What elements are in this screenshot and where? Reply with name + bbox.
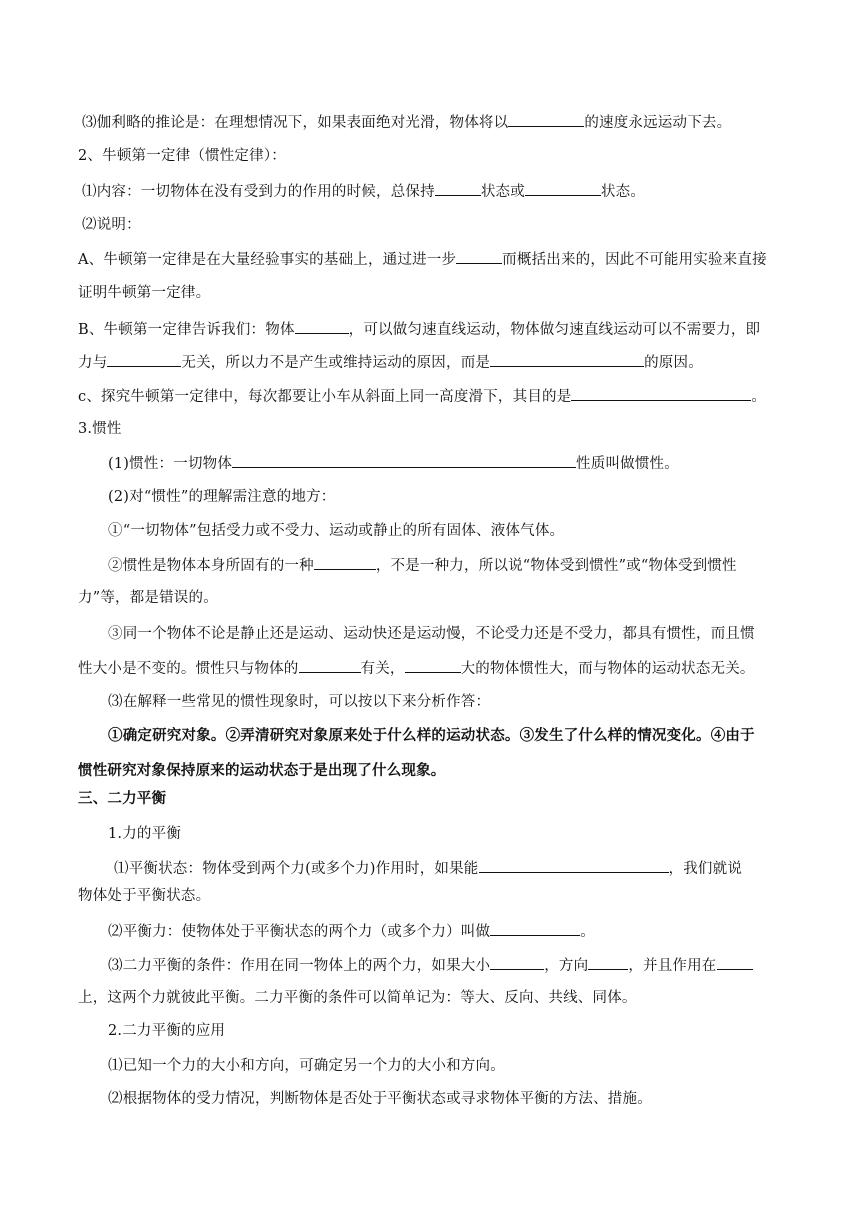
text-segment: (1)惯性：一切物体 <box>108 456 233 472</box>
text-line: ⑴已知一个力的大小和方向，可确定另一个力的大小和方向。 <box>108 1058 505 1074</box>
fill-in-blank <box>456 249 502 264</box>
fill-in-blank <box>717 955 753 970</box>
text-segment: ，不是一种力，所以说“物体受到惯性”或“物体受到惯性 <box>375 558 737 574</box>
text-segment: ⑴内容：一切物体在没有受到力的作用的时候，总保持 <box>82 184 435 200</box>
text-line <box>108 955 753 976</box>
text-segment: ⑶二力平衡的条件：作用在同一物体上的两个力，如果大小 <box>108 958 491 974</box>
subsection-heading: 1.力的平衡 <box>108 826 182 842</box>
text-segment: B、牛顿第一定律告诉我们：物体 <box>78 322 295 338</box>
fill-in-blank <box>314 555 376 570</box>
text-line: 上，这两个力就彼此平衡。二力平衡的条件可以简单记为：等大、反向、共线、同体。 <box>78 990 637 1006</box>
text-segment: 力与 <box>78 355 108 371</box>
fill-in-blank <box>435 181 481 196</box>
section-heading: 三、二力平衡 <box>78 790 167 807</box>
text-line: 力”等，都是错误的。 <box>78 590 218 606</box>
text-line: ①“一切物体”包括受力或不受力、运动或静止的所有固体、液体气体。 <box>108 523 565 539</box>
fill-in-blank <box>107 352 181 367</box>
text-segment: ，我们就说 <box>668 861 743 877</box>
text-line <box>108 453 679 474</box>
text-segment: 的原因。 <box>644 355 703 371</box>
text-line <box>108 555 737 576</box>
text-segment: 的速度永远运动下去。 <box>584 115 732 131</box>
text-line <box>78 319 760 340</box>
text-line <box>78 658 755 679</box>
text-line: ③同一个物体不论是静止还是运动、运动快还是运动慢，不论受力还是不受力，都具有惯性，而且惯 <box>108 626 755 642</box>
text-line: 物体处于平衡状态。 <box>78 888 211 904</box>
fill-in-blank <box>490 955 544 970</box>
text-segment: ，可以做匀速直线运动，物体做匀速直线运动可以不需要力，即 <box>348 322 761 338</box>
text-line <box>78 352 703 373</box>
text-line <box>82 112 731 133</box>
text-segment: 有关， <box>360 661 405 677</box>
text-segment: 状态或 <box>480 184 525 200</box>
subsection-heading: 2.二力平衡的应用 <box>108 1023 226 1039</box>
text-segment: 。 <box>751 389 767 405</box>
text-segment: 。 <box>580 924 595 940</box>
text-segment: 大的物体惯性大，而与物体的运动状态无关。 <box>460 661 755 677</box>
fill-in-blank <box>525 181 601 196</box>
fill-in-blank <box>571 386 751 401</box>
text-line: 证明牛顿第一定律。 <box>78 285 211 301</box>
text-segment: 状态。 <box>600 184 646 200</box>
text-line <box>108 921 595 942</box>
text-segment: ⑶伽利略的推论是：在理想情况下，如果表面绝对光滑，物体将以 <box>82 115 509 131</box>
text-line <box>78 386 766 407</box>
text-line: ⑵根据物体的受力情况，判断物体是否处于平衡状态或寻求物体平衡的方法、措施。 <box>108 1091 652 1107</box>
text-segment: ⑵平衡力：使物体处于平衡状态的两个力（或多个力）叫做 <box>108 924 491 940</box>
text-line: ⑵说明： <box>82 217 141 233</box>
fill-in-blank <box>588 955 628 970</box>
fill-in-blank <box>232 453 576 468</box>
text-line <box>82 181 645 202</box>
section-heading: 3.惯性 <box>78 421 122 437</box>
fill-in-blank <box>405 658 461 673</box>
text-segment: ，并且作用在 <box>628 958 717 974</box>
bold-text-line: ①确定研究对象。②弄清研究对象原来处于什么样的运动状态。③发生了什么样的情况变化。④由于 <box>108 727 755 744</box>
text-line <box>114 858 742 879</box>
fill-in-blank <box>295 319 349 334</box>
fill-in-blank <box>490 921 580 936</box>
text-segment: ，方向 <box>544 958 589 974</box>
text-segment: c、探究牛顿第一定律中，每次都要让小车从斜面上同一高度滑下，其目的是 <box>78 389 572 405</box>
fill-in-blank <box>299 658 361 673</box>
text-line <box>78 249 767 270</box>
text-segment: 性大小是不变的。惯性只与物体的 <box>78 661 299 677</box>
fill-in-blank <box>490 352 644 367</box>
text-segment: ⑴平衡状态：物体受到两个力(或多个力)作用时，如果能 <box>114 861 479 877</box>
text-segment: A、牛顿第一定律是在大量经验事实的基础上，通过进一步 <box>78 252 457 268</box>
text-line: ⑶在解释一些常见的惯性现象时，可以按以下来分析作答： <box>108 694 491 710</box>
text-segment: 而概括出来的，因此不可能用实验来直接 <box>502 252 767 268</box>
fill-in-blank <box>508 112 584 127</box>
text-segment: 无关，所以力不是产生或维持运动的原因，而是 <box>181 355 491 371</box>
text-line: (2)对“惯性”的理解需注意的地方： <box>108 489 336 505</box>
section-heading: 2、牛顿第一定律（惯性定律）： <box>78 148 286 164</box>
bold-text-line: 惯性研究对象保持原来的运动状态于是出现了什么现象。 <box>78 762 446 779</box>
fill-in-blank <box>479 858 669 873</box>
text-segment: ②惯性是物体本身所固有的一种 <box>108 558 314 574</box>
text-segment: 性质叫做惯性。 <box>576 456 679 472</box>
